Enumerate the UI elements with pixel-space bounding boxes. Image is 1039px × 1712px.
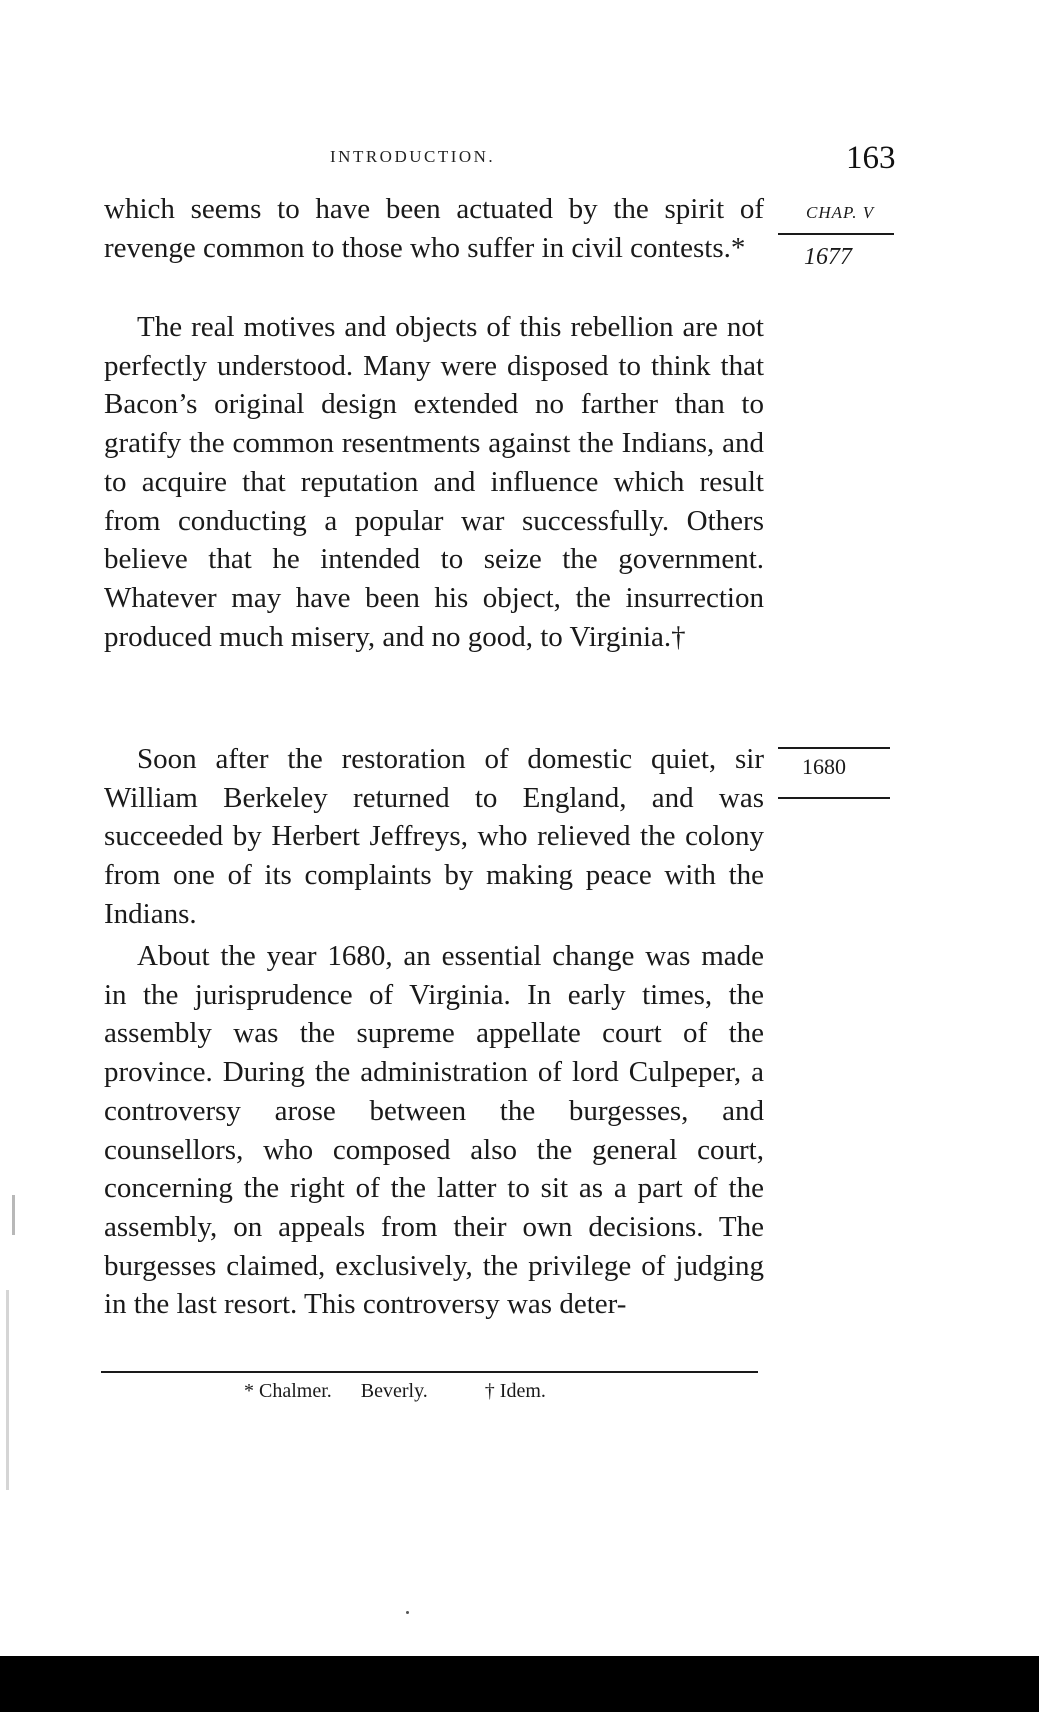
margin-rule (778, 797, 890, 799)
page-number: 163 (846, 140, 896, 176)
body-paragraph: which seems to have been actuated by the spirit of revenge common to those who suffer in civil contests.* (104, 193, 764, 264)
body-paragraph: About the year 1680, an essential change was made in the jurisprudence of Virginia. In early times, the assembly was the supreme appellate court of the province. During the administration of lord Culpeper, a controversy arose between the burgesses, and counsellors, who composed also the general court, concerning the right of the latter to sit as a part of the assembly, on appeals from their own decisions. The burgesses claimed, exclusively, the privilege of judging in the last resort. This controversy was deter- (104, 940, 764, 1321)
body-paragraph: Soon after the restoration of domestic quiet, sir William Berkeley returned to England, and was succeeded by Herbert Jeffreys, who relieved the colony from one of its complaints by making peace with the Indians. (104, 743, 764, 930)
scan-edge-noise (6, 1290, 9, 1490)
scan-speck (406, 1611, 409, 1614)
body-paragraph: The real motives and objects of this rebellion are not perfectly understood. Many were disposed to think that Bacon’s original design extended no farther than to gratify the common resentments against the Indians, and to acquire that reputation and influence which result from conducting a popular war successfully. Others believe that he intended to seize the government. Whatever may have been his object, the insurrection produced much misery, and no good, to Virginia.† (104, 311, 764, 653)
scan-edge-noise (12, 1195, 15, 1235)
footnote: Beverly. (360, 1380, 428, 1402)
footnote-rule (101, 1371, 758, 1373)
margin-chapter-note: CHAP. V (806, 203, 875, 222)
margin-rule (778, 233, 894, 235)
scan-bottom-edge (0, 1656, 1039, 1712)
margin-year-note: 1680 (802, 754, 846, 779)
footnote: * Chalmer. (244, 1380, 332, 1402)
margin-year-note: 1677 (804, 244, 852, 270)
footnotes (244, 1380, 546, 1403)
margin-rule (778, 747, 890, 749)
running-title: INTRODUCTION. (330, 147, 496, 166)
footnote: † Idem. (484, 1380, 546, 1402)
